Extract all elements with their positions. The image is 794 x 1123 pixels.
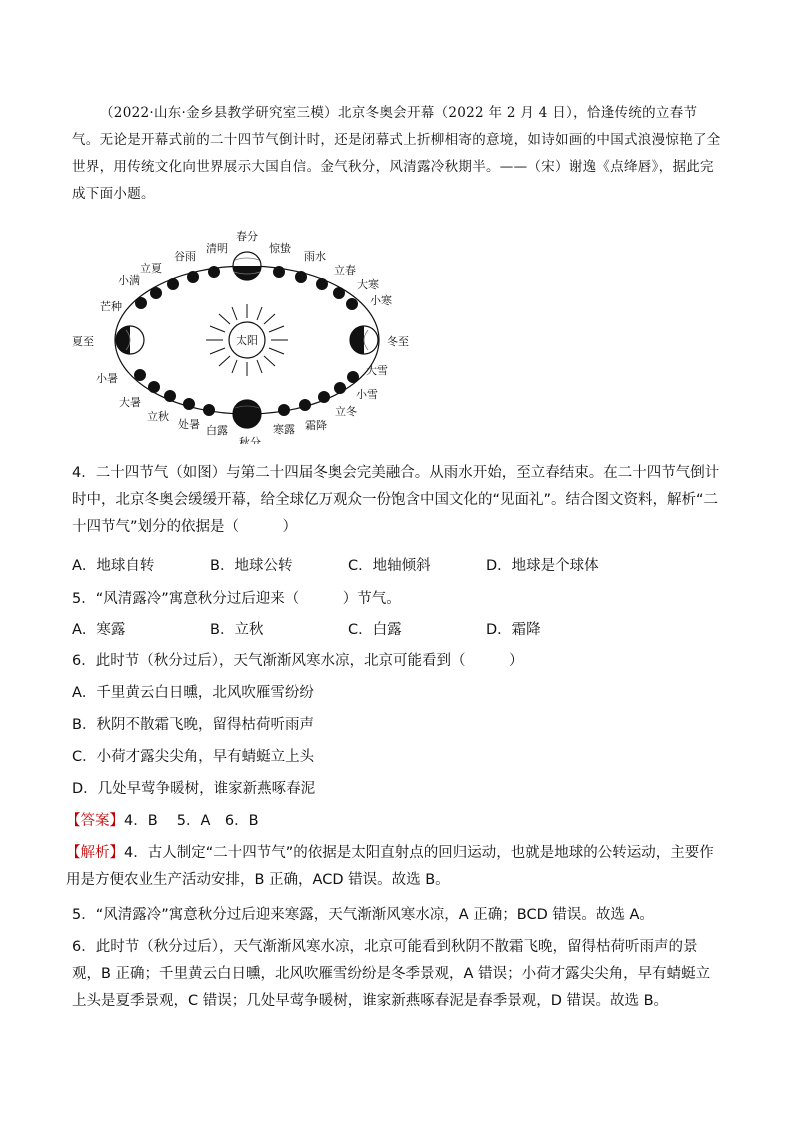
term-guyu: 谷雨	[174, 250, 196, 263]
term-xiaoxue: 小雪	[356, 388, 378, 401]
q4-stem: 4．二十四节气（如图）与第二十四届冬奥会完美融合。从雨水开始，至立春结束。在二十四节气倒计时中，北京冬奥会缓缓开幕，给全球亿万观众一份饱含中国文化的“见面礼”。结合图文资料，解析“二十四节气”划分的依据是（ ）	[72, 465, 720, 535]
analysis-6: 6．此时节（秋分过后），天气渐渐风寒水凉，北京可能看到秋阴不散霜飞晚，留得枯荷听雨声的景观，B 正确；千里黄云白日曛，北风吹雁雪纷纷是冬季景观，A 错误；小荷才露尖尖角，早有蜻蜓立上头是夏季景观，C 错误；几处早莺争暖树，谁家新燕啄春泥是春季景观，D 错误。故选 B。	[72, 939, 711, 1009]
answer-line	[66, 808, 718, 835]
q4-option-c: C．地轴倾斜	[348, 558, 431, 574]
term-lichun: 立春	[334, 264, 356, 277]
q6-option-c: C．小荷才露尖尖角，早有蜻蜓立上头	[72, 749, 315, 765]
q4-option-a: A．地球自转	[72, 558, 155, 574]
q6-stem: 6．此时节（秋分过后），天气渐渐风寒水凉，北京可能看到（ ）	[72, 653, 524, 669]
term-qiufen: 秋分	[239, 436, 261, 444]
term-xiaoman: 小满	[118, 274, 140, 287]
term-daxue: 大雪	[366, 364, 388, 377]
term-mangzhong: 芒种	[100, 300, 122, 313]
q5-option-d: D．霜降	[486, 622, 541, 638]
analysis-4-text: 4．古人制定“二十四节气”的依据是太阳直射点的回归运动，也就是地球的公转运动，主要作用是方便农业生产活动安排，B 正确，ACD 错误。故选 B。	[66, 845, 714, 888]
term-bailu: 白露	[206, 424, 228, 437]
term-chunfen: 春分	[236, 230, 258, 243]
q5-option-b: B．立秋	[210, 622, 264, 638]
term-xiazhi: 夏至	[72, 335, 94, 348]
q6-option-d: D．几处早莺争暖树，谁家新燕啄春泥	[72, 781, 316, 797]
earth-winter-solstice-icon	[350, 326, 378, 354]
intro-source: （2022·山东·金乡县教学研究室三模）	[100, 105, 338, 121]
intro-text: 北京冬奥会开幕（2022 年 2 月 4 日），恰逢传统的立春节气。无论是开幕式前的二十四节气倒计时，还是闭幕式上折柳相寄的意境，如诗如画的中国式浪漫惊艳了全世界，用传统文化向世界展示大国自信。金气秋分，风清露冷秋期半。——（宋）谢逸《点绛唇》，据此完成下面小题。	[72, 105, 721, 202]
term-lixia: 立夏	[140, 262, 162, 275]
answer-label: 【答案】	[66, 813, 124, 829]
term-dahan: 大寒	[357, 278, 379, 291]
q5-options	[72, 617, 724, 644]
intro-paragraph	[72, 100, 724, 208]
q4-option-b: B．地球公转	[210, 558, 293, 574]
term-hanlu: 寒露	[273, 423, 295, 436]
term-xiaoshu: 小暑	[96, 372, 118, 385]
q6-option-b: B．秋阴不散霜飞晚，留得枯荷听雨声	[72, 717, 314, 733]
earth-spring-equinox-icon	[233, 252, 261, 280]
term-dashu: 大暑	[119, 396, 141, 409]
term-dongzhi: 冬至	[387, 335, 409, 348]
solar-terms-figure	[60, 222, 440, 444]
q5-stem: 5．“风清露冷”寓意秋分过后迎来（ ）节气。	[72, 591, 401, 607]
term-chushu: 处暑	[178, 418, 200, 431]
analysis-4	[66, 840, 724, 894]
earth-summer-solstice-icon	[116, 326, 144, 354]
q4-option-d: D．地球是个球体	[486, 558, 599, 574]
analysis-label: 【解析】	[66, 845, 124, 861]
q6-option-a: A．千里黄云白日曛，北风吹雁雪纷纷	[72, 685, 314, 701]
term-yushui: 雨水	[304, 250, 326, 263]
term-jingzhe: 惊蛰	[269, 242, 291, 255]
term-lidong: 立冬	[335, 405, 357, 418]
term-shuangjiang: 霜降	[305, 419, 327, 432]
orbit-diagram	[60, 222, 440, 444]
q4-options	[72, 553, 724, 580]
q5-option-a: A．寒露	[72, 622, 126, 638]
answer-text: 4．B 5．A 6．B	[124, 813, 259, 829]
analysis-5: 5．“风清露冷”寓意秋分过后迎来寒露，天气渐渐风寒水凉，A 正确；BCD 错误。故选 A。	[72, 907, 654, 923]
term-qingming: 清明	[206, 242, 228, 255]
earth-autumn-equinox-icon	[233, 400, 261, 428]
q5-option-c: C．白露	[348, 622, 402, 638]
sun-label: 太阳	[236, 334, 258, 347]
term-xiaohan: 小寒	[370, 294, 392, 307]
term-liqiu: 立秋	[147, 410, 169, 423]
